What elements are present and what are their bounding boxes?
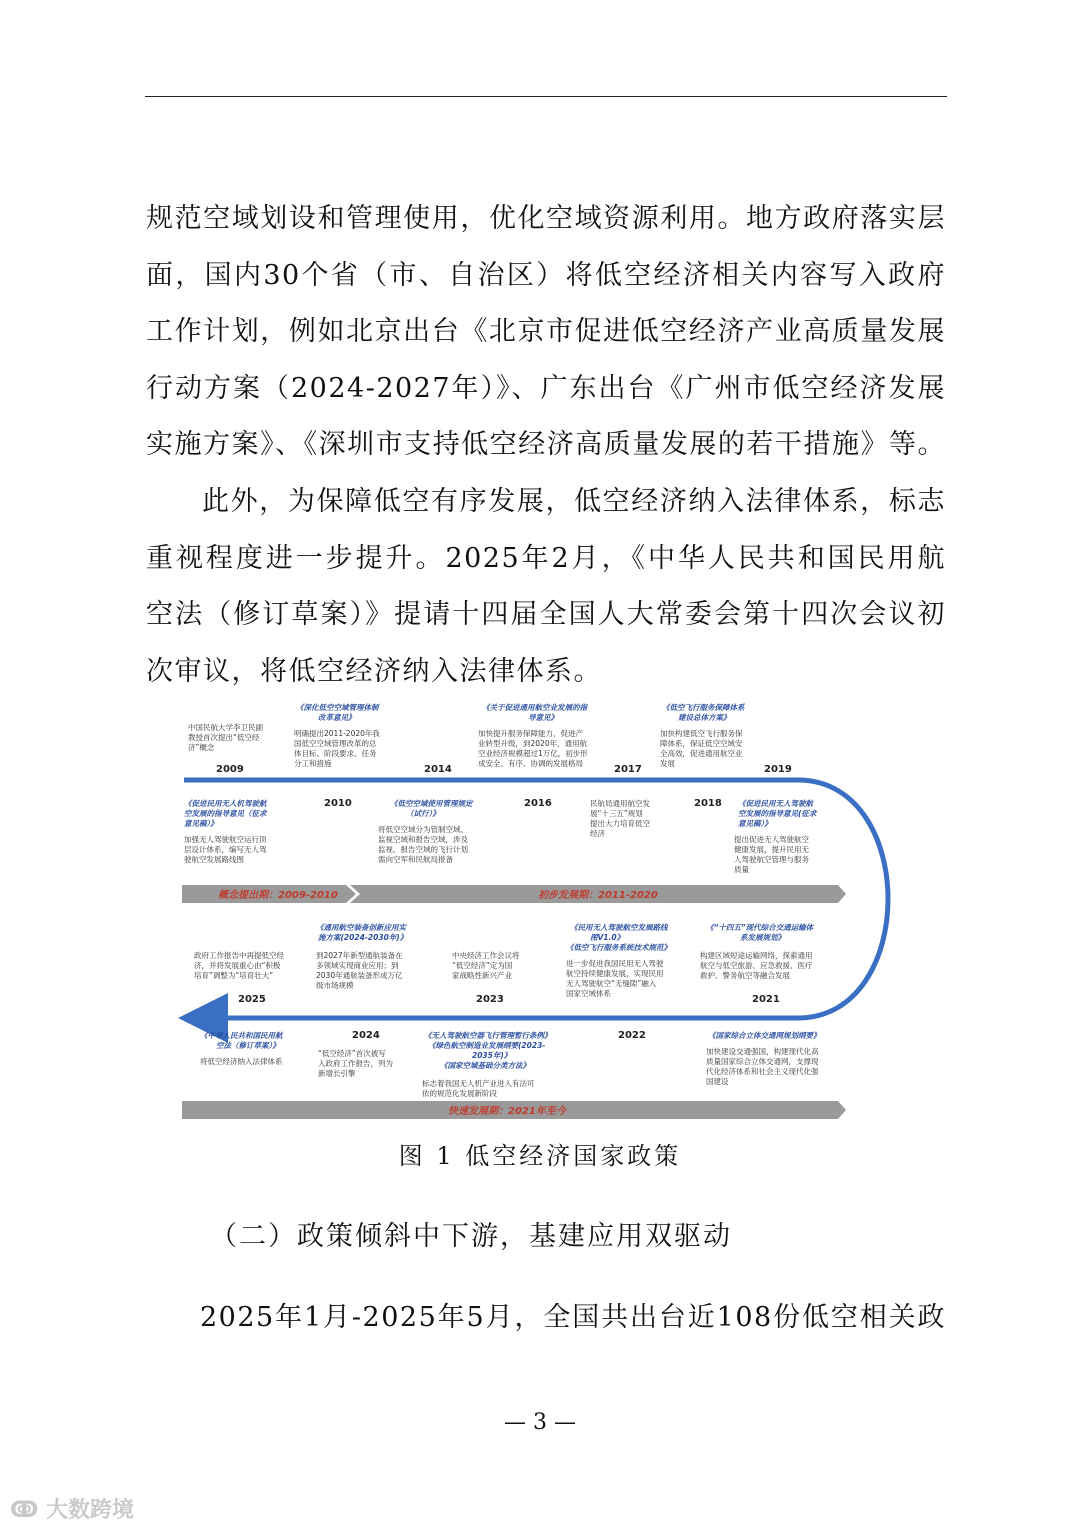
paragraph-2-line: 次审议，将低空经济纳入法律体系。 [146, 655, 602, 687]
item-title: 意见稿）》 [184, 819, 218, 828]
item-text: 2030年通航装备形成万亿 [316, 971, 403, 980]
item-text: 经济 [590, 829, 605, 838]
item-title: 《绿色航空制造业发展纲要(2023- [428, 1041, 546, 1050]
item-text: 航空与低空旅游、应急救援、医疗 [700, 961, 813, 970]
paragraph-1-line: 实施方案》、《深圳市支持低空经济高质量发展的若干措施》等。 [146, 429, 946, 460]
item-title: 《关于促进通用航空业发展的指 [482, 703, 587, 712]
year-label: 2009 [216, 764, 244, 775]
phase-label-2: 初步发展期：2011-2020 [538, 890, 658, 901]
item-title: 意见稿）》 [738, 819, 772, 828]
item-text: 加强无人驾驶航空运行顶 [184, 835, 267, 844]
item-title: 《“十四五”现代综合交通运输体 [706, 923, 814, 932]
item-text: “低空经济”首次被写 [318, 1049, 386, 1058]
policy-timeline-figure [178, 696, 908, 1120]
item-title: 建设总体方案》 [678, 713, 731, 722]
item-title: 空法（修订草案）》 [216, 1041, 280, 1050]
item-text: 无人驾驶航空“无缝隙”融入 [566, 979, 657, 988]
paragraph-1 [146, 191, 946, 474]
item-text: 级市场规模 [316, 981, 354, 990]
item-text: 培育”调整为“培育壮大” [194, 971, 274, 980]
item-text: 家战略性新兴产业 [452, 971, 512, 980]
item-text: 中国民航大学李卫民副 [188, 723, 263, 732]
item-text: 多领域实现商业应用；到 [316, 961, 399, 970]
year-label: 2017 [614, 764, 642, 775]
paragraph-1-line: 工作计划，例如北京出台《北京市促进低空经济产业高质量发展 [146, 316, 946, 347]
item-text: 层设计体系，编写无人驾 [184, 845, 267, 854]
year-label: 2018 [694, 798, 722, 809]
item-title: 图V1.0》 [590, 933, 625, 942]
item-text: 明确提出2011-2020年我 [294, 729, 380, 738]
item-text: 中央经济工作会议将 [452, 951, 520, 960]
item-text: 监视、报告空域的飞行计划 [378, 845, 468, 854]
item-text: 救护、警务航空等融合发展 [700, 971, 790, 980]
watermark [10, 1493, 134, 1524]
item-text: 发展 [660, 759, 675, 768]
item-title: 《通用航空装备创新应用实 [316, 923, 406, 932]
item-text: 监视空域和报告空域，涉及 [378, 835, 468, 844]
item-text: 将低空空域分为管制空域、 [378, 825, 468, 834]
item-text: 成安全、有序、协调的发展格局 [478, 759, 583, 768]
section-heading: （二）政策倾斜中下游，基建应用双驱动 [210, 1221, 732, 1252]
item-title: 《国家综合立体交通网规划纲要》 [708, 1031, 821, 1040]
item-title: 《促进民用无人驾驶航 [738, 799, 813, 808]
item-text: 民航局通用航空发 [590, 799, 650, 808]
item-title: 《低空飞行服务系统技术规范》 [566, 943, 671, 952]
item-text: 需向空军和民航局报备 [378, 855, 453, 864]
item-text: 质量 [734, 865, 749, 874]
item-title: 《低空飞行服务保障体系 [662, 703, 745, 712]
item-text: 提出大力培育低空 [590, 819, 650, 828]
item-text: 质量国家综合立体交通网，支撑现 [706, 1057, 819, 1066]
item-text: 提出促进无人驾驶航空 [734, 835, 809, 844]
paragraph-1-line: 面，国内30个省（市、自治区）将低空经济相关内容写入政府 [146, 259, 946, 291]
item-title: 《无人驾驶航空器飞行管理暂行条例》 [424, 1031, 552, 1040]
paragraph-2-line: 重视程度进一步提升。2025年2月，《中华人民共和国民用航 [146, 542, 946, 574]
item-text: 人驾驶航空管理与服务 [734, 855, 809, 864]
year-label: 2016 [524, 798, 552, 809]
item-title: 《民用无人驾驶航空发展路线 [570, 923, 668, 932]
item-text: 加快提升服务保障能力，促进产 [478, 729, 583, 738]
item-text: 政府工作报告中再提低空经 [194, 951, 284, 960]
item-title: 《深化低空空域管理体制 [296, 703, 379, 712]
item-text: 展“十三五”规划 [590, 809, 643, 818]
item-text: 障体系，保证低空空域安 [660, 739, 743, 748]
item-title: 导意见》 [528, 713, 558, 722]
item-title: 施方案(2024-2030年)》 [318, 933, 408, 942]
item-text: 健康发展，提升民用无 [734, 845, 809, 854]
item-text: 加快构建低空飞行服务保 [660, 729, 743, 738]
item-text: 分工和措施 [294, 759, 332, 768]
item-text: 体目标、阶段要求、任务 [294, 749, 377, 758]
paragraph-1-line: 行动方案（2024-2027年）》、广东出台《广州市低空经济发展 [146, 372, 946, 404]
year-label: 2014 [424, 764, 452, 775]
item-title: 空发展的指导意见（征求 [184, 809, 267, 818]
item-text: 标志着我国无人机产业进入有法可 [422, 1079, 535, 1088]
item-text: 济，并将发展重心由“积极 [194, 961, 281, 970]
item-text: 进一步促进我国民用无人驾驶 [566, 959, 664, 968]
item-title: 《低空空域使用管理规定 [390, 799, 473, 808]
year-label: 2019 [764, 764, 792, 775]
year-label: 2023 [476, 994, 504, 1005]
item-text: 空业经济规模超过1万亿，初步形 [478, 749, 588, 758]
year-label: 2022 [618, 1030, 646, 1041]
item-text: 代化经济体系和社会主义现代化强 [706, 1067, 819, 1076]
item-text: 加快建设交通强国，构建现代化高 [706, 1047, 819, 1056]
paragraph-3: 2025年1月-2025年5月，全国共出台近108份低空相关政 [200, 1302, 946, 1333]
year-label: 2021 [752, 994, 780, 1005]
item-text: 国家空域体系 [566, 989, 611, 998]
item-text: 航空持续健康发展，实现民用 [566, 969, 664, 978]
watermark-text: 大数跨境 [46, 1498, 135, 1523]
item-title: 《国家空域基础分类方法》 [440, 1061, 530, 1070]
item-title: 2035年)》 [472, 1051, 512, 1060]
watermark-logo-icon: ↂ [10, 1498, 47, 1523]
item-text: 将低空经济纳入法律体系 [200, 1057, 283, 1066]
item-text: 新增长引擎 [318, 1069, 356, 1078]
item-text: 全高效，促进通用航空业 [660, 749, 743, 758]
year-label: 2024 [352, 1030, 380, 1041]
item-text: 国低空空域管理改革的总 [294, 739, 377, 748]
item-text: 构建区域短途运输网络，探索通用 [700, 951, 813, 960]
paragraph-2-line: 此外，为保障低空有序发展，低空经济纳入法律体系，标志 [202, 486, 946, 517]
item-title: 《促进民用无人机驾驶航 [184, 799, 267, 808]
paragraph-1-line: 规范空域划设和管理使用，优化空域资源利用。地方政府落实层 [146, 203, 946, 234]
item-text: 入政府工作报告，列为 [318, 1059, 393, 1068]
year-label: 2010 [324, 798, 352, 809]
item-text: 济”概念 [188, 743, 215, 752]
paragraph-2 [146, 474, 946, 700]
item-text: 国建设 [706, 1077, 729, 1086]
header-rule [145, 96, 947, 97]
policy-timeline-svg [178, 696, 908, 1120]
page-number: — 3 — [504, 1410, 576, 1435]
item-title: （试行）》 [406, 809, 440, 818]
year-label: 2025 [238, 994, 266, 1005]
figure-caption: 图 1 低空经济国家政策 [398, 1142, 682, 1170]
item-title: 《中华人民共和国民用航 [200, 1031, 283, 1040]
item-title: 改革意见》 [318, 713, 356, 722]
phase-label-3: 快速发展期：2021年至今 [448, 1106, 566, 1117]
item-title: 系发展规划》 [740, 933, 785, 942]
item-text: 教授首次提出“低空经 [188, 733, 260, 742]
item-text: “低空经济”定为国 [452, 961, 513, 970]
phase-label-1: 概念提出期：2009-2010 [218, 890, 338, 901]
item-text: 驶航空发展路线图 [184, 855, 244, 864]
item-text: 到2027年新型通航装备在 [316, 951, 403, 960]
item-title: 空发展的指导意见(征求 [738, 809, 817, 818]
item-text: 依的规范化发展新阶段 [422, 1089, 497, 1098]
item-text: 业转型升级，到2020年，通用航 [478, 739, 588, 748]
paragraph-2-line: 空法（修订草案）》提请十四届全国人大常委会第十四次会议初 [146, 599, 946, 630]
